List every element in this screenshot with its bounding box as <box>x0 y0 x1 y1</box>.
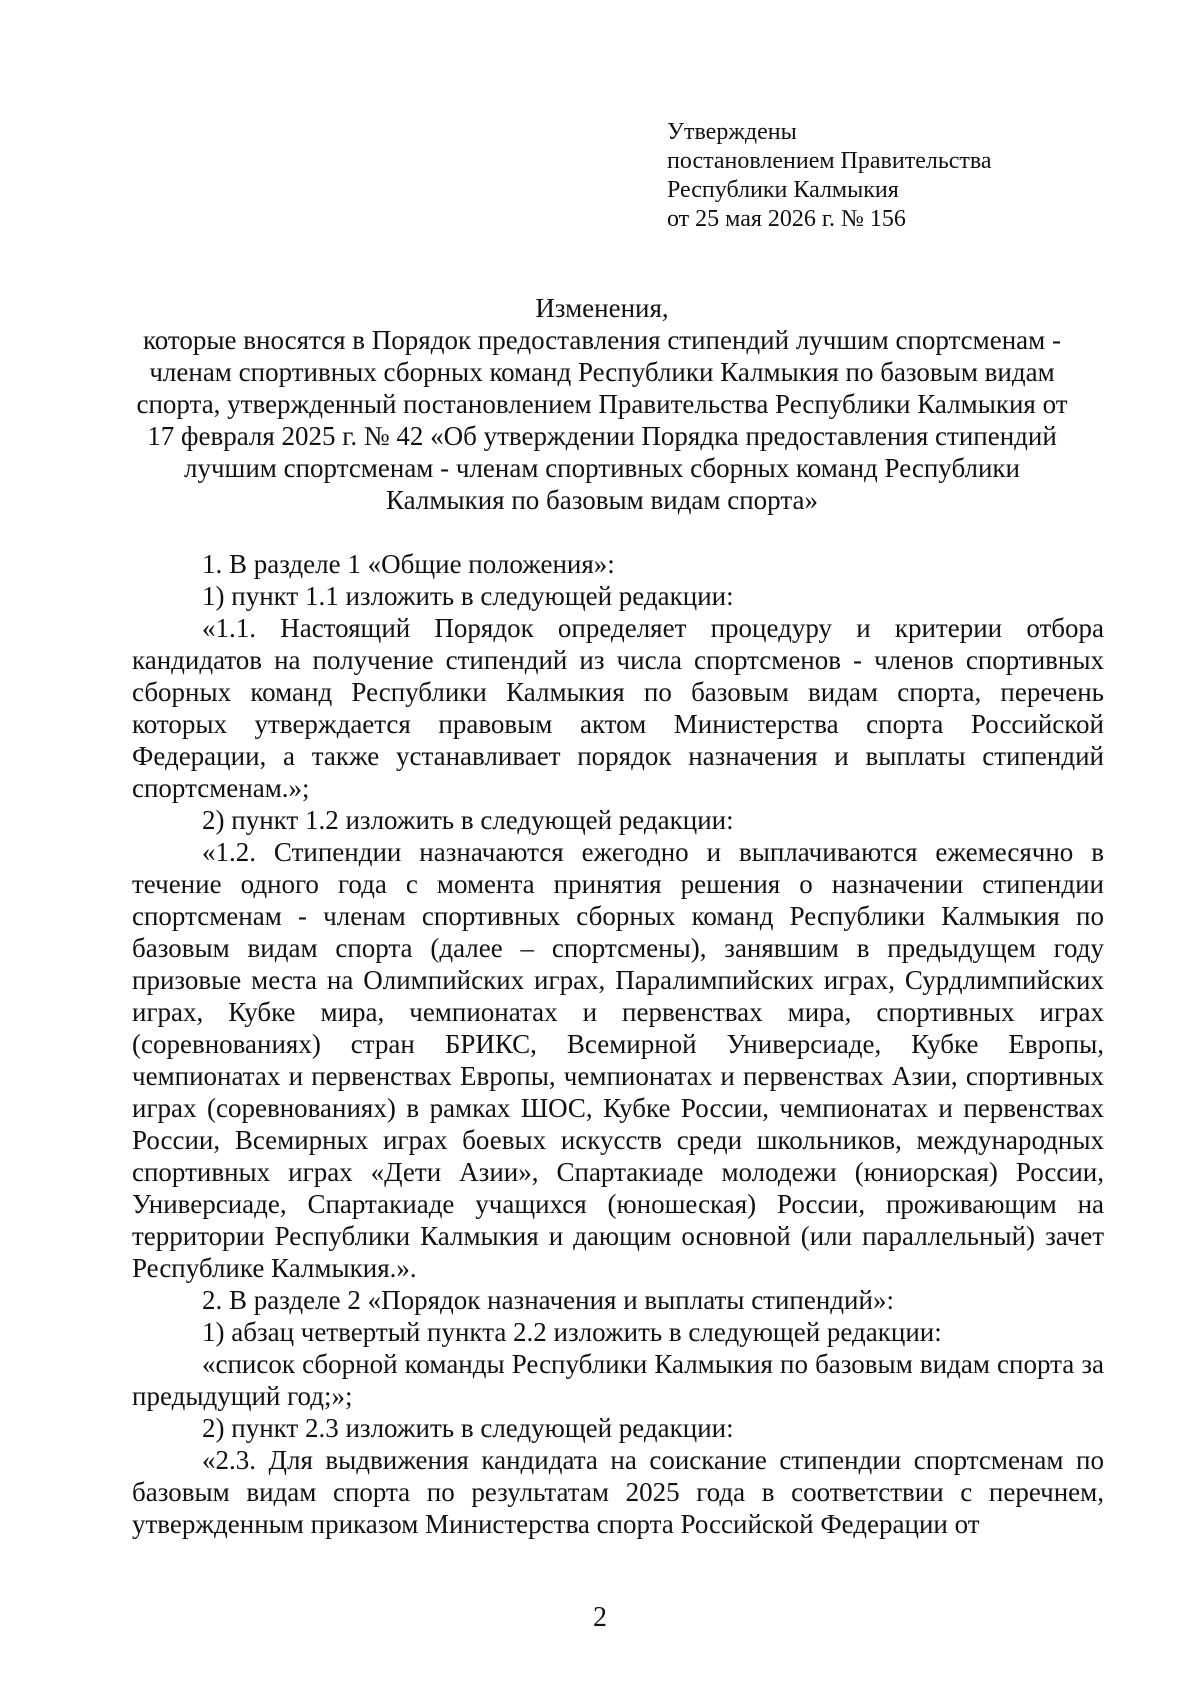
approval-line: Республики Калмыкия <box>667 177 899 203</box>
subitem-paragraph: 2) пункт 1.2 изложить в следующей редакции: <box>202 805 734 835</box>
section-heading: 2. В разделе 2 «Порядок назначения и выплаты стипендий»: <box>202 1285 894 1315</box>
title-line: членам спортивных сборных команд Республики Калмыкия по базовым видам <box>149 357 1055 387</box>
approval-stamp-block <box>667 118 992 234</box>
title-line: Калмыкия по базовым видам спорта» <box>386 485 818 515</box>
document-body <box>132 548 1104 1540</box>
approval-line: Утверждены <box>667 119 797 145</box>
amendment-text-paragraph: «2.3. Для выдвижения кандидата на соискание стипендии спортсменам по базовым видам спорта по результатам 2025 года в соответствии с перечнем, утвержденным приказом Министерства спорта Российской Федерации от <box>132 1445 1104 1539</box>
subitem-paragraph: 1) абзац четвертый пункта 2.2 изложить в следующей редакции: <box>202 1317 942 1347</box>
section-heading: 1. В разделе 1 «Общие положения»: <box>202 549 615 579</box>
subitem-paragraph: 1) пункт 1.1 изложить в следующей редакции: <box>202 581 734 611</box>
title-line: лучшим спортсменам - членам спортивных сборных команд Республики <box>183 453 1020 483</box>
title-line: 17 февраля 2025 г. № 42 «Об утверждении Порядка предоставления стипендий <box>147 421 1057 451</box>
subitem-paragraph: 2) пункт 2.3 изложить в следующей редакции: <box>202 1413 734 1443</box>
title-heading: Изменения, <box>535 293 669 323</box>
approval-line: постановлением Правительства <box>667 148 992 174</box>
amendment-text-paragraph: «1.2. Стипендии назначаются ежегодно и выплачиваются ежемесячно в течение одного года с момента принятия решения о назначении стипендии спортсменам - членам спортивных сборных команд Республики Калмыкия по базовым видам спорта (далее – спортсмены), занявшим в предыдущем году призовые места на Олимпийских играх, Паралимпийских играх, Сурдлимпийских играх, Кубке мира, чемпионатах и первенствах мира, спортивных играх (соревнованиях) стран БРИКС, Всемирной Универсиаде, Кубке Европы, чемпионатах и первенствах Европы, чемпионатах и первенствах Азии, спортивных играх (соревнованиях) в рамках ШОС, Кубке России, чемпионатах и первенствах России, Всемирных играх боевых искусств среди школьников, международных спортивных играх «Дети Азии», Спартакиаде молодежи (юниорская) России, Универсиаде, Спартакиаде учащихся (юношеская) России, проживающим на территории Республики Калмыкия и дающим основной (или параллельный) зачет Республике Калмыкия.». <box>132 837 1104 1283</box>
amendment-text-paragraph: «1.1. Настоящий Порядок определяет процедуру и критерии отбора кандидатов на получение стипендий из числа спортсменов - членов спортивных сборных команд Республики Калмыкия по базовым видам спорта, перечень которых утверждается правовым актом Министерства спорта Российской Федерации, а также устанавливает порядок назначения и выплаты стипендий спортсменам.»; <box>132 613 1104 803</box>
document-title <box>132 292 1072 516</box>
amendment-text-paragraph: «список сборной команды Республики Калмыкия по базовым видам спорта за предыдущий год;»; <box>132 1349 1104 1411</box>
page-number: 2 <box>593 1602 607 1633</box>
title-line: спорта, утвержденный постановлением Правительства Республики Калмыкия от <box>136 389 1068 419</box>
approval-date-line: от 25 мая 2026 г. № 156 <box>667 206 906 232</box>
title-line: которые вносятся в Порядок предоставления стипендий лучшим спортсменам - <box>143 325 1061 355</box>
